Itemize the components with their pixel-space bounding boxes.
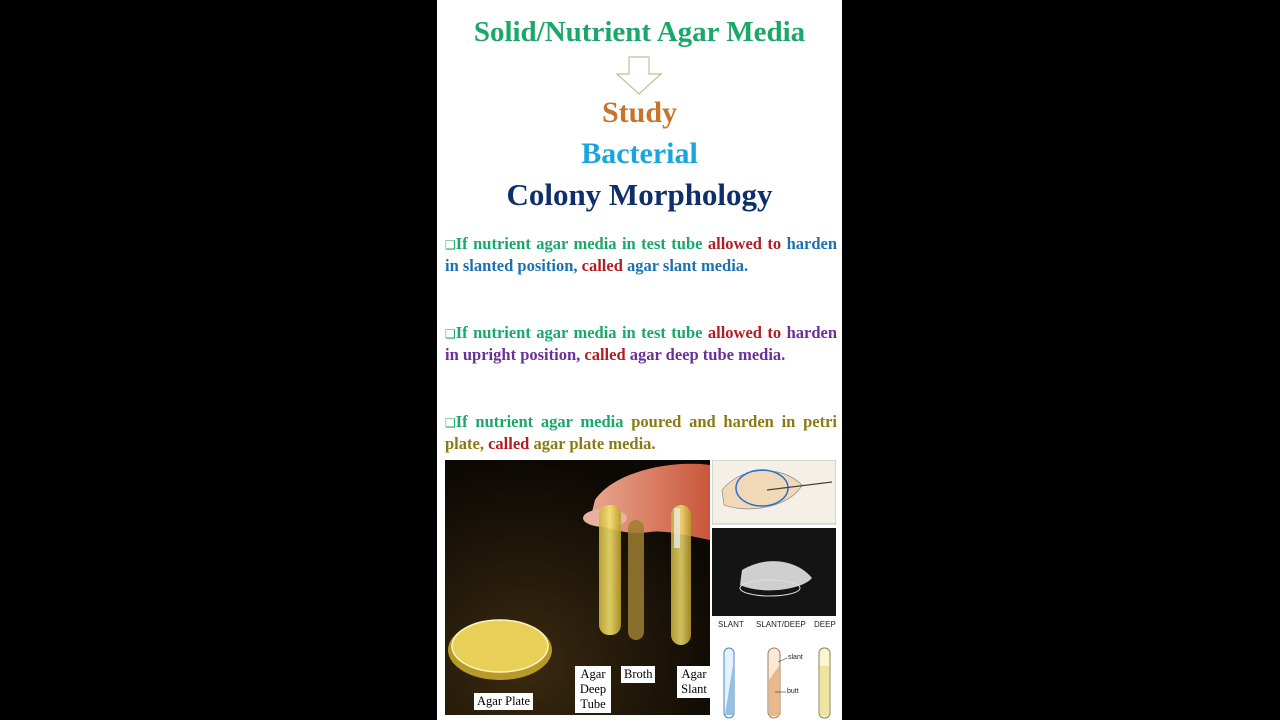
diagram-illustration	[712, 460, 836, 720]
p1-text-a: If nutrient agar media in test tube	[455, 234, 703, 253]
heading-bacterial: Bacterial	[581, 137, 698, 170]
label-agar-slant: Agar Slant	[677, 666, 710, 698]
heading-colony-morphology: Colony Morphology	[506, 177, 773, 212]
checkbox-bullet-icon: ❑	[445, 238, 456, 252]
diagram-label-slant-part: slant	[788, 654, 803, 661]
checkbox-bullet-icon: ❑	[445, 416, 456, 430]
p1-text-c: harden in slanted position,	[445, 234, 837, 275]
down-arrow-icon	[615, 56, 663, 96]
p3-text-a: If nutrient agar media	[455, 412, 624, 431]
p3-text-d: agar plate media.	[533, 433, 656, 453]
checkbox-bullet-icon: ❑	[445, 327, 456, 341]
p2-text-c: harden in upright position,	[445, 323, 837, 364]
p2-text-b: allowed to	[707, 323, 782, 342]
diagram-label-deep: DEEP	[814, 620, 836, 629]
p1-text-d: called	[581, 255, 623, 275]
p3-text-b: poured and harden in petri plate,	[445, 412, 837, 453]
p3-text-c: called	[488, 433, 530, 453]
diagram-label-butt: butt	[787, 688, 799, 695]
p1-text-b: allowed to	[707, 234, 782, 253]
paragraph-agar-slant	[445, 234, 837, 276]
p1-text-e: agar slant media.	[627, 255, 749, 275]
p2-text-e: agar deep tube media.	[629, 344, 786, 364]
heading-study: Study	[601, 96, 678, 129]
inoculation-diagram	[712, 460, 836, 720]
label-broth: Broth	[621, 666, 655, 683]
paragraph-agar-plate	[445, 412, 837, 454]
slide	[437, 0, 842, 720]
p2-text-d: called	[584, 344, 626, 364]
agar-media-photo	[445, 460, 710, 715]
label-agar-plate: Agar Plate	[474, 693, 533, 710]
slide-title: Solid/Nutrient Agar Media	[473, 16, 806, 48]
label-agar-deep-tube: Agar Deep Tube	[575, 666, 611, 713]
diagram-label-slant-deep: SLANT/DEEP	[756, 620, 806, 629]
diagram-label-slant: SLANT	[718, 620, 744, 629]
p2-text-a: If nutrient agar media in test tube	[455, 323, 703, 342]
paragraph-agar-deep	[445, 323, 837, 365]
